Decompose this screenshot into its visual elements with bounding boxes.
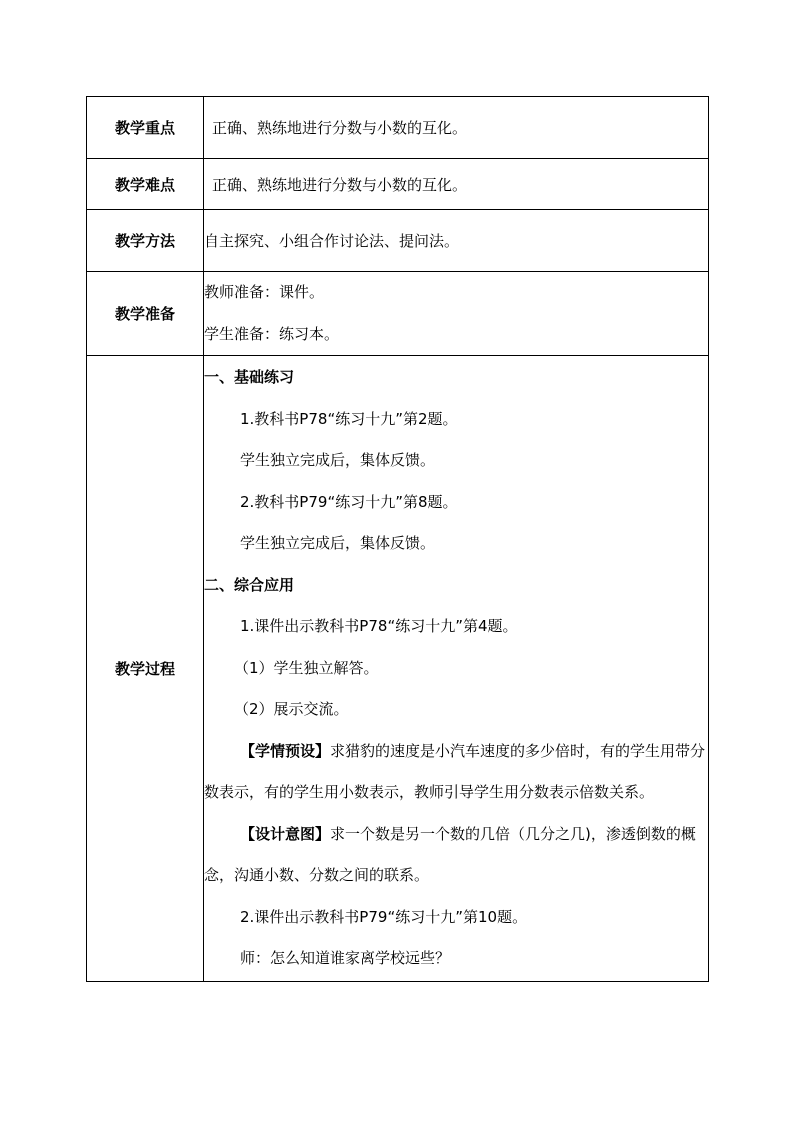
content-key-point bbox=[204, 97, 709, 159]
paragraph-learning-preset bbox=[204, 731, 708, 814]
content-process bbox=[204, 356, 709, 982]
prep-teacher: 教师准备：课件。 bbox=[204, 283, 325, 301]
item-b1-feedback: 学生独立完成后，集体反馈。 bbox=[240, 451, 436, 469]
item-c1: 1.课件出示教科书P78“练习十九”第4题。 bbox=[240, 617, 518, 635]
tag-design-intent: 【设计意图】 bbox=[240, 824, 331, 843]
label-difficulty: 教学难点 bbox=[87, 159, 204, 210]
row-preparation bbox=[87, 272, 709, 356]
row-difficulty bbox=[87, 159, 709, 210]
row-process bbox=[87, 356, 709, 982]
label-process: 教学过程 bbox=[87, 356, 204, 982]
key-point-text: 正确、熟练地进行分数与小数的互化。 bbox=[212, 119, 468, 137]
label-method: 教学方法 bbox=[87, 210, 204, 272]
difficulty-text: 正确、熟练地进行分数与小数的互化。 bbox=[212, 175, 468, 194]
item-b1: 1.教科书P78“练习十九”第2题。 bbox=[240, 409, 458, 428]
text-learning-preset: 求猎豹的速度是小汽车速度的多少倍时，有的学生用带分数表示，有的学生用小数表示，教师引导学生用分数表示倍数关系。 bbox=[204, 741, 706, 801]
item-c1-step1: （1）学生独立解答。 bbox=[234, 658, 379, 677]
content-method: 自主探究、小组合作讨论法、提问法。 bbox=[204, 210, 709, 272]
heading-application: 二、综合应用 bbox=[204, 575, 295, 594]
prep-student: 学生准备：练习本。 bbox=[204, 324, 340, 343]
heading-basic-practice: 一、基础练习 bbox=[204, 368, 295, 386]
item-c1-step2: （2）展示交流。 bbox=[234, 700, 349, 718]
paragraph-design-intent bbox=[204, 814, 708, 897]
content-preparation bbox=[204, 272, 709, 356]
teacher-question: 师：怎么知道谁家离学校远些？ bbox=[240, 949, 451, 967]
tag-learning-preset: 【学情预设】 bbox=[240, 741, 331, 760]
row-method bbox=[87, 210, 709, 272]
text-design-intent: 求一个数是另一个数的几倍（几分之几)，渗透倒数的概念，沟通小数、分数之间的联系。 bbox=[204, 824, 696, 884]
label-key-point: 教学重点 bbox=[87, 97, 204, 159]
item-b2: 2.教科书P79“练习十九”第8题。 bbox=[240, 492, 458, 511]
lesson-plan-table bbox=[86, 96, 709, 982]
item-c2: 2.课件出示教科书P79“练习十九”第10题。 bbox=[240, 907, 528, 926]
item-b2-feedback: 学生独立完成后，集体反馈。 bbox=[240, 534, 436, 552]
row-key-point bbox=[87, 97, 709, 159]
label-preparation: 教学准备 bbox=[87, 272, 204, 356]
content-difficulty bbox=[204, 159, 709, 210]
